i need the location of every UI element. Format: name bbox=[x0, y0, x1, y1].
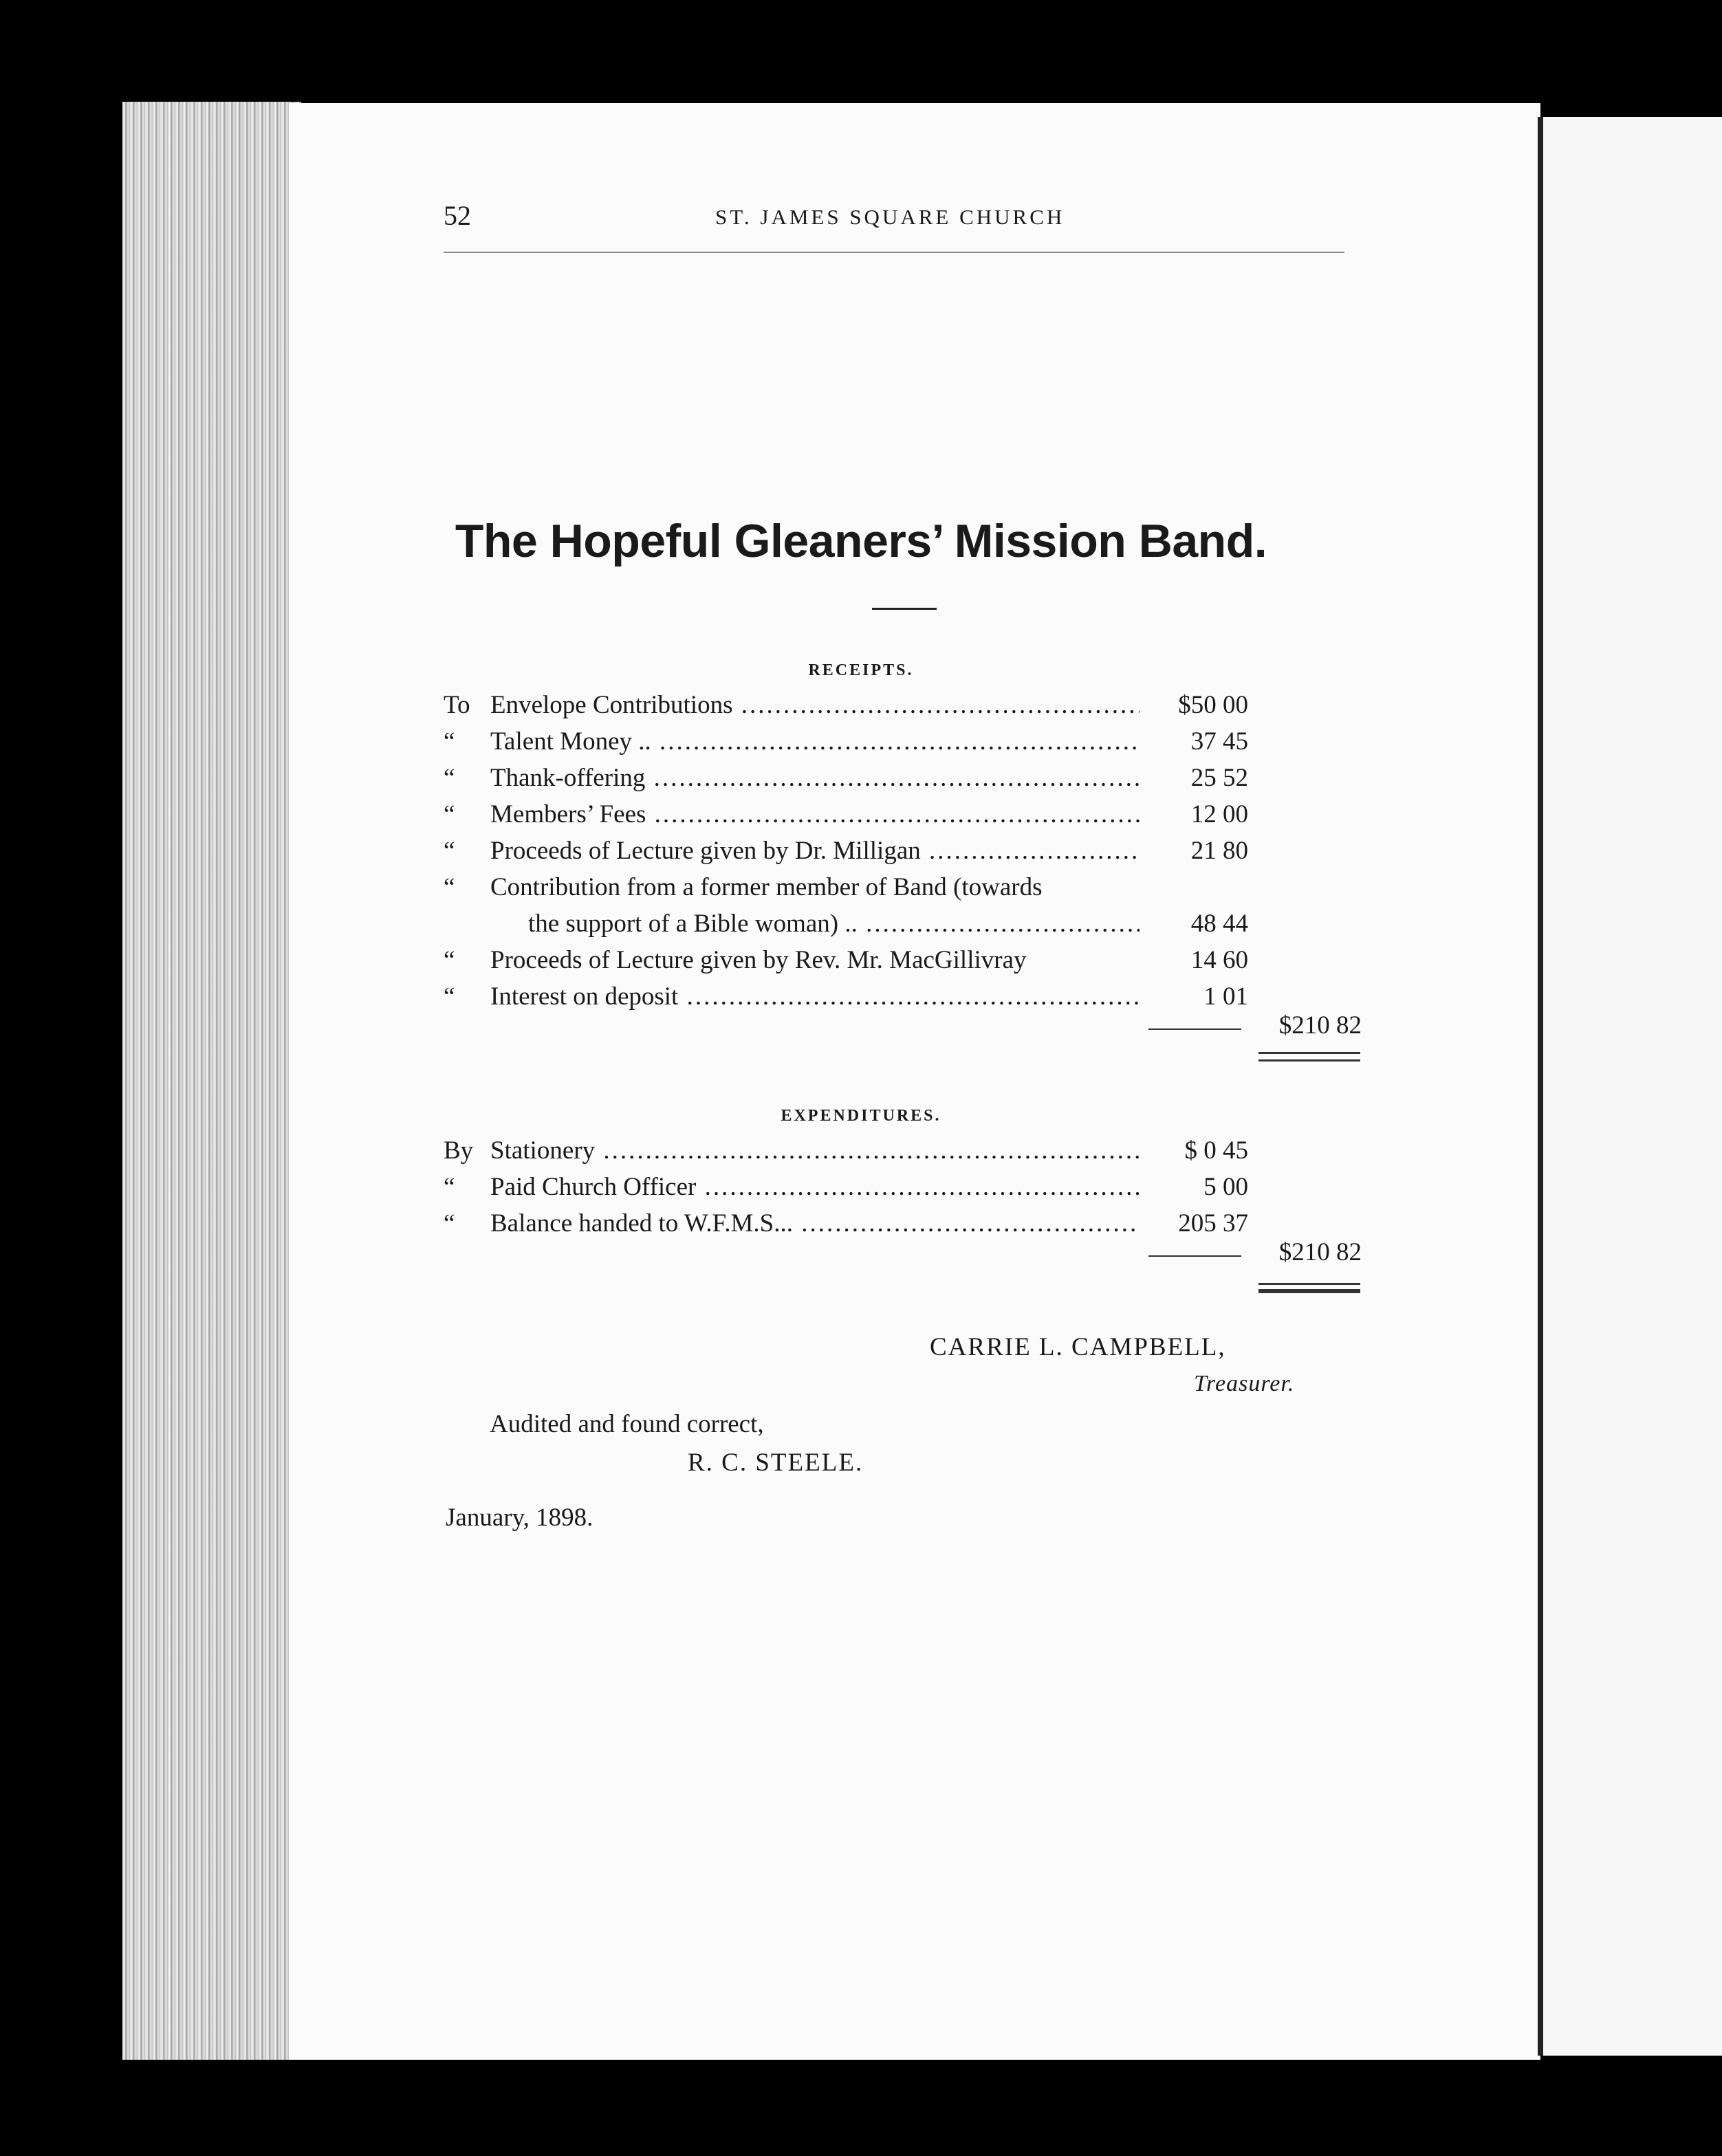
expenditure-row bbox=[444, 1136, 1248, 1172]
receipt-row bbox=[444, 727, 1248, 762]
receipts-total bbox=[1148, 1011, 1362, 1046]
receipt-row bbox=[444, 945, 1248, 981]
row-label: Envelope Contributions ..... bbox=[490, 690, 1178, 720]
row-amount: 48 44 bbox=[1140, 909, 1248, 938]
row-label: Paid Church Officer ..... bbox=[490, 1172, 1178, 1202]
facing-page-edge bbox=[1538, 117, 1722, 2056]
receipt-row bbox=[444, 690, 1248, 726]
row-amount: 14 60 bbox=[1140, 945, 1248, 975]
receipt-row bbox=[444, 836, 1248, 872]
row-label: Proceeds of Lecture given by Dr. Milligan ..... bbox=[490, 836, 1178, 866]
row-amount: $ 0 45 bbox=[1140, 1136, 1248, 1165]
treasurer-title: Treasurer. bbox=[1194, 1371, 1295, 1396]
row-prefix: “ bbox=[444, 764, 455, 792]
receipt-row bbox=[444, 763, 1248, 799]
expenditures-double-rule bbox=[1258, 1283, 1360, 1293]
row-label: Proceeds of Lecture given by Rev. Mr. MacGillivray bbox=[490, 946, 1027, 974]
row-amount: 12 00 bbox=[1140, 800, 1248, 829]
expenditure-row bbox=[444, 1172, 1248, 1208]
row-prefix: “ bbox=[444, 1209, 455, 1238]
running-title: ST. JAMES SQUARE CHURCH bbox=[715, 205, 1065, 229]
row-amount: 205 37 bbox=[1140, 1209, 1248, 1238]
audit-statement: Audited and found correct, bbox=[490, 1410, 764, 1438]
row-amount: 1 01 bbox=[1140, 982, 1248, 1011]
row-prefix: “ bbox=[444, 873, 455, 901]
receipts-double-rule bbox=[1258, 1052, 1360, 1062]
row-prefix: By bbox=[444, 1136, 474, 1165]
total-dash bbox=[1148, 1028, 1241, 1030]
row-label: Talent Money .. ..... bbox=[490, 727, 1178, 756]
book-page bbox=[289, 103, 1540, 2060]
row-prefix: To bbox=[444, 691, 470, 719]
total-value: $210 82 bbox=[1278, 1238, 1362, 1266]
row-prefix: “ bbox=[444, 800, 455, 828]
row-amount: 37 45 bbox=[1140, 727, 1248, 756]
page-number: 52 bbox=[444, 200, 471, 231]
row-amount: 21 80 bbox=[1140, 836, 1248, 866]
row-amount: $50 00 bbox=[1140, 690, 1248, 720]
receipt-row bbox=[444, 872, 1248, 908]
page-edges bbox=[122, 102, 301, 2060]
row-amount: 5 00 bbox=[1140, 1172, 1248, 1202]
expenditures-heading: EXPENDITURES. bbox=[781, 1107, 941, 1125]
row-label: Interest on deposit ..... bbox=[490, 982, 1178, 1011]
row-label: Members’ Fees ..... bbox=[490, 800, 1178, 829]
receipt-row bbox=[444, 982, 1248, 1018]
page-title: The Hopeful Gleaners’ Mission Band. bbox=[455, 515, 1267, 567]
running-head bbox=[444, 199, 1351, 254]
auditor-name: R. C. STEELE. bbox=[688, 1449, 864, 1477]
total-dash bbox=[1148, 1255, 1241, 1257]
row-amount: 25 52 bbox=[1140, 763, 1248, 793]
row-label: Balance handed to W.F.M.S... ..... bbox=[490, 1209, 1178, 1238]
row-label: the support of a Bible woman) .. ..... bbox=[528, 909, 1178, 938]
row-prefix: “ bbox=[444, 1173, 455, 1201]
row-prefix: “ bbox=[444, 837, 455, 865]
report-date: January, 1898. bbox=[446, 1504, 593, 1532]
row-prefix: “ bbox=[444, 727, 455, 756]
treasurer-name: CARRIE L. CAMPBELL, bbox=[930, 1333, 1226, 1361]
expenditures-total bbox=[1148, 1238, 1362, 1273]
receipt-row bbox=[444, 909, 1248, 945]
row-label: Contribution from a former member of Band (towards bbox=[490, 873, 1043, 901]
row-label: Stationery ..... bbox=[490, 1136, 1178, 1165]
row-prefix: “ bbox=[444, 982, 455, 1011]
expenditure-row bbox=[444, 1209, 1248, 1244]
header-rule bbox=[444, 252, 1344, 253]
receipts-heading: RECEIPTS. bbox=[808, 661, 914, 679]
row-label: Thank-offering ..... bbox=[490, 763, 1178, 793]
receipt-row bbox=[444, 800, 1248, 835]
row-prefix: “ bbox=[444, 946, 455, 974]
title-dash bbox=[872, 608, 937, 610]
total-value: $210 82 bbox=[1278, 1011, 1362, 1040]
